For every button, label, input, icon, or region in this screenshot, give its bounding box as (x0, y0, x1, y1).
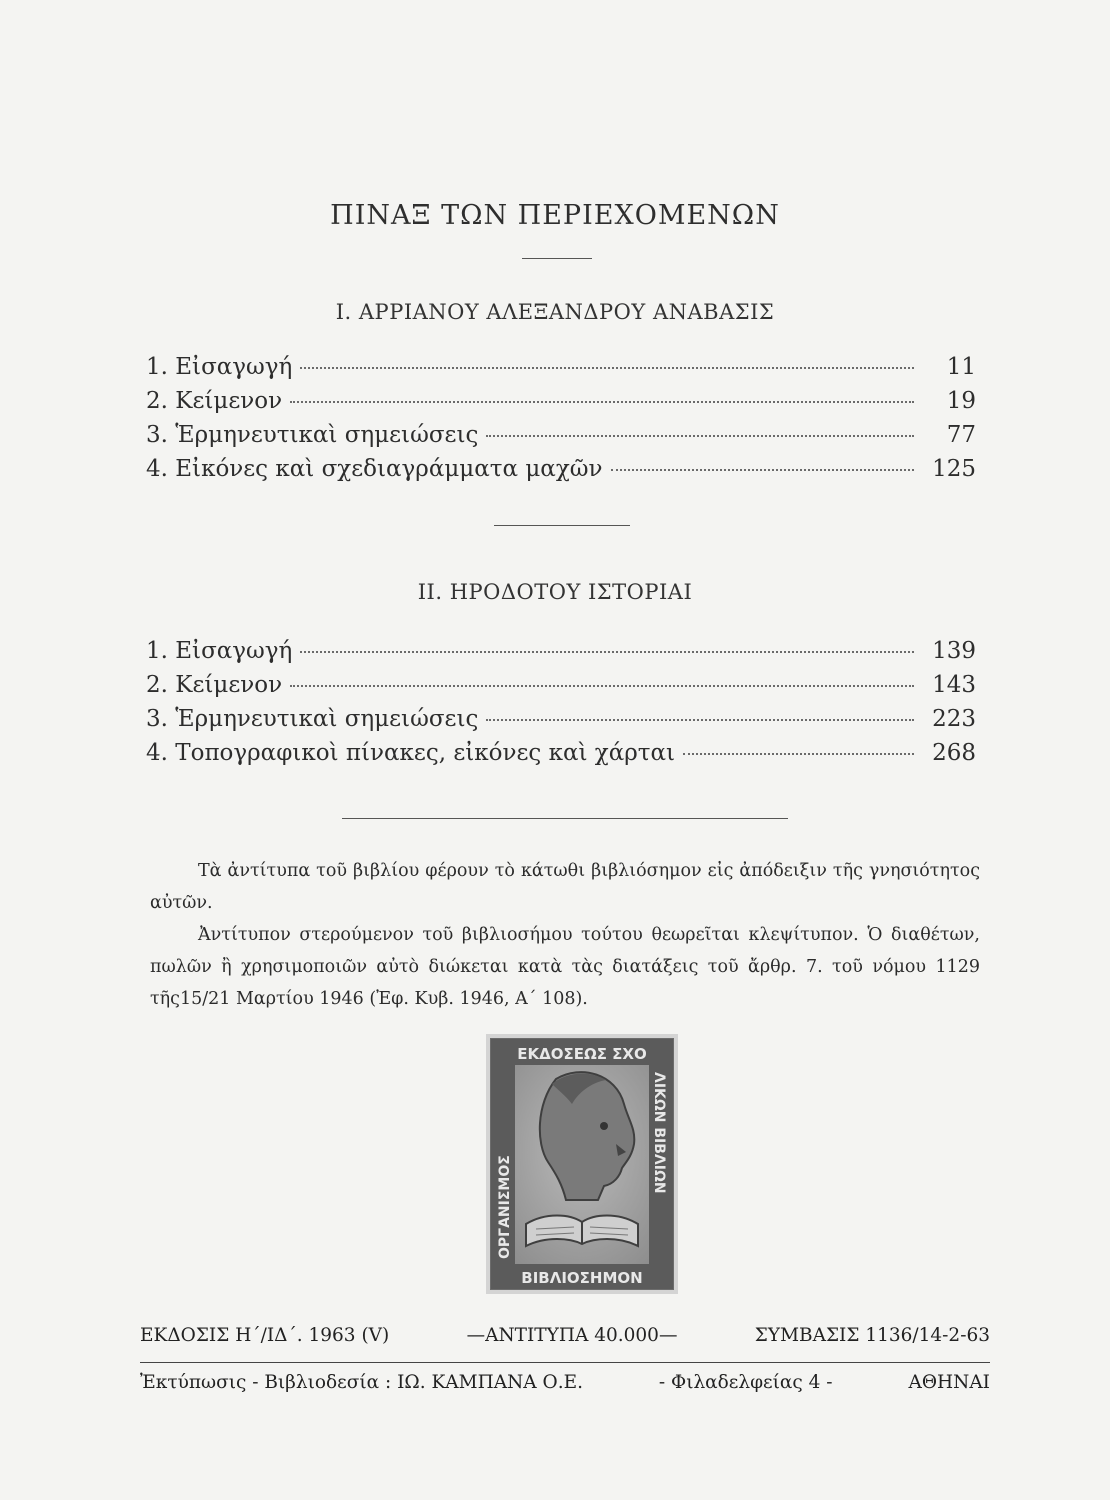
toc-page-number: 223 (932, 706, 976, 732)
printer-info-part: Ἐκτύπωσις - Βιβλιοδεσία : ΙΩ. ΚΑΜΠΑΝΑ Ο.Ε. (140, 1372, 583, 1393)
toc-row[interactable] (146, 706, 976, 740)
dot-leader (486, 719, 914, 721)
toc-page-number: 125 (932, 456, 976, 482)
toc-section-herodotus (146, 638, 976, 774)
toc-row[interactable] (146, 422, 976, 456)
toc-row[interactable] (146, 354, 976, 388)
title-divider (522, 258, 592, 259)
toc-page-number: 139 (932, 638, 976, 664)
imprint-divider (140, 1362, 990, 1363)
dot-leader (300, 651, 914, 653)
toc-section-arrian (146, 354, 976, 490)
toc-entry-label: 1. Εἰσαγωγή (146, 638, 293, 664)
section-heading-arrian: Ι. ΑΡΡΙΑΝΟΥ ΑΛΕΞΑΝΔΡΟΥ ΑΝΑΒΑΣΙΣ (335, 300, 775, 324)
stamp-right-text: ΛΙΚΩΝ ΒΙΒΛΙΩΝ (651, 1072, 667, 1194)
toc-entry-label: 2. Κείμενον (146, 672, 283, 698)
printer-info-line (140, 1372, 990, 1393)
dot-leader (290, 685, 914, 687)
edition-info-part: ΣΥΜΒΑΣΙΣ 1136/14-2-63 (754, 1325, 990, 1346)
dot-leader (300, 367, 914, 369)
toc-entry-label: 3. Ἑρμηνευτικαὶ σημειώσεις (146, 706, 479, 732)
toc-page-number: 11 (946, 354, 976, 380)
toc-page-number: 268 (932, 740, 976, 766)
dot-leader (486, 435, 914, 437)
stamp-top-text: ΕΚΔΟΣΕΩΣ ΣΧΟ (517, 1045, 647, 1063)
edition-info-line (140, 1325, 990, 1346)
toc-row[interactable] (146, 638, 976, 672)
toc-entry-label: 3. Ἑρμηνευτικαὶ σημειώσεις (146, 422, 479, 448)
toc-entry-label: 4. Εἰκόνες καὶ σχεδιαγράμματα μαχῶν (146, 456, 603, 482)
book-stamp-image (486, 1034, 678, 1294)
toc-entry-label: 4. Τοπογραφικοὶ πίνακες, εἰκόνες καὶ χάρται (146, 740, 676, 766)
dot-leader (290, 401, 914, 403)
dot-leader (683, 753, 914, 755)
notice-paragraph: Τὰ ἀντίτυπα τοῦ βιβλίου φέρουν τὸ κάτωθι βιβλιόσημον εἰς ἀπόδειξιν τῆς γνησιότητος αὐτῶν. (150, 861, 980, 913)
edition-info-part: ΕΚΔΟΣΙΣ Η΄/ΙΔ΄. 1963 (V) (140, 1325, 390, 1346)
toc-entry-label: 2. Κείμενον (146, 388, 283, 414)
dot-leader (611, 469, 914, 471)
toc-row[interactable] (146, 456, 976, 490)
book-stamp (486, 1034, 678, 1294)
edition-info-part: —ΑΝΤΙΤΥΠΑ 40.000— (466, 1325, 678, 1346)
printer-info-part: ΑΘΗΝΑΙ (908, 1372, 990, 1393)
notice-divider (342, 818, 788, 819)
toc-row[interactable] (146, 740, 976, 774)
stamp-bottom-text: ΒΙΒΛΙΟΣΗΜΟΝ (521, 1269, 643, 1287)
printer-info-part: - Φιλαδελφείας 4 - (658, 1372, 833, 1393)
toc-page-number: 77 (946, 422, 976, 448)
toc-row[interactable] (146, 388, 976, 422)
toc-page-number: 143 (932, 672, 976, 698)
notice-paragraph: Ἀντίτυπον στερούμενον τοῦ βιβλιοσήμου τούτου θεωρεῖται κλεψίτυπον. Ὁ διαθέτων, πωλῶν ἢ χρησιμοποιῶν αὐτὸ διώκεται κατὰ τὰς διατάξεις τοῦ ἄρθρ. 7. τοῦ νόμου 1129 τῆς15/21 Μαρτίου 1946 (Ἐφ. Κυβ. 1946, Α΄ 108). (150, 925, 980, 1009)
page-title: ΠΙΝΑΞ ΤΩΝ ΠΕΡΙΕΧΟΜΕΝΩΝ (330, 200, 780, 231)
section-heading-herodotus: ΙΙ. ΗΡΟΔΟΤΟΥ ΙΣΤΟΡΙΑΙ (417, 580, 693, 604)
section-divider (494, 525, 630, 526)
toc-entry-label: 1. Εἰσαγωγή (146, 354, 293, 380)
toc-page-number: 19 (946, 388, 976, 414)
authenticity-notice (150, 855, 980, 1015)
toc-row[interactable] (146, 672, 976, 706)
stamp-left-text: ΟΡΓΑΝΙΣΜΟΣ (497, 1155, 513, 1259)
